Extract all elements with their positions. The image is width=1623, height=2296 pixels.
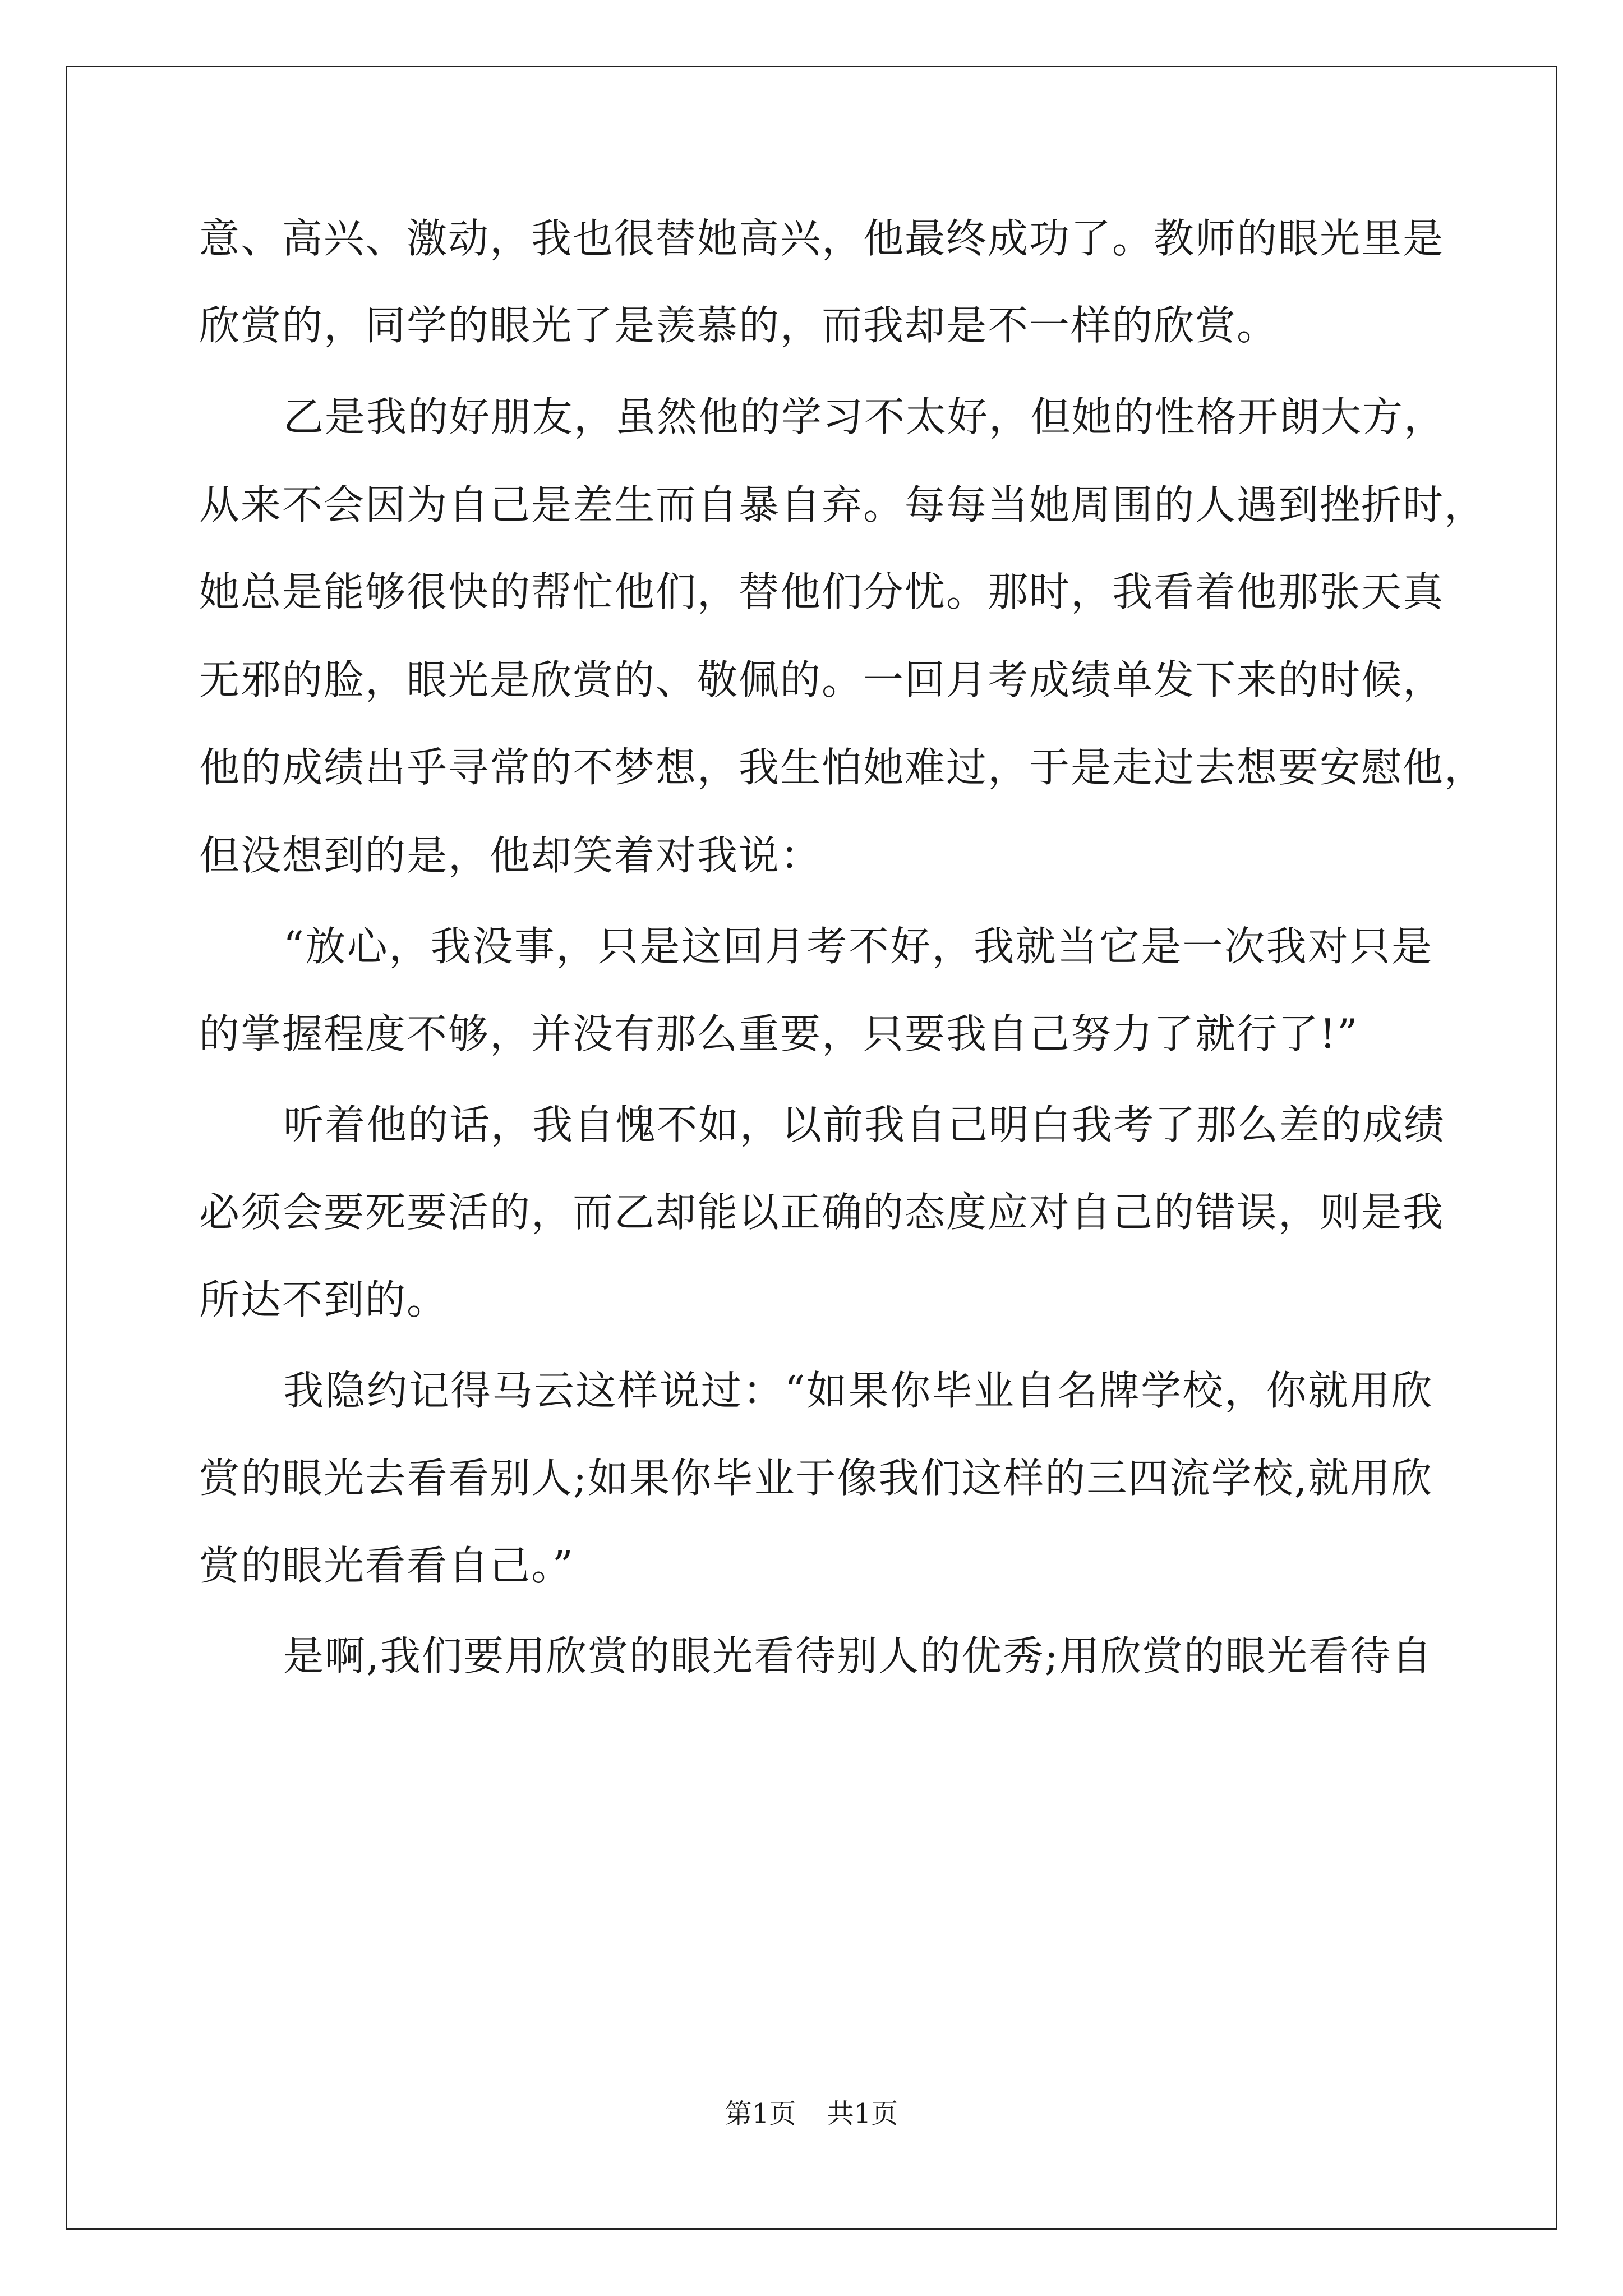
- page-footer: [0, 2097, 1623, 2131]
- page-total: 共1页: [827, 2098, 898, 2129]
- text-line: 乙是我的好朋友，虽然他的学习不太好，但她的性格开朗大方，: [283, 393, 1446, 440]
- text-line: 但没想到的是，他却笑着对我说：: [199, 832, 822, 879]
- text-line: 无邪的脸，眼光是欣赏的、敬佩的。一回月考成绩单发下来的时候，: [199, 656, 1445, 703]
- text-line: 她总是能够很快的帮忙他们，替他们分忧。那时，我看着他那张天真: [199, 568, 1445, 615]
- text-line: 必须会要死要活的，而乙却能以正确的态度应对自己的错误，则是我: [199, 1189, 1445, 1236]
- text-line: 赏的眼光看看自己。”: [199, 1542, 574, 1589]
- text-line: 欣赏的，同学的眼光了是羡慕的，而我却是不一样的欣赏。: [199, 302, 1279, 349]
- text-line: “放心，我没事，只是这回月考不好，我就当它是一次我对只是: [283, 923, 1433, 970]
- text-line: 他的成绩出乎寻常的不梦想，我生怕她难过，于是走过去想要安慰他，: [199, 744, 1486, 791]
- text-line: 的掌握程度不够，并没有那么重要，只要我自己努力了就行了!”: [199, 1010, 1359, 1057]
- text-line: 我隐约记得马云这样说过：“如果你毕业自名牌学校，你就用欣: [283, 1367, 1433, 1414]
- text-line: 所达不到的。: [199, 1276, 449, 1323]
- text-line: 意、高兴、激动，我也很替她高兴，他最终成功了。教师的眼光里是: [199, 215, 1445, 262]
- page-number: 第1页: [725, 2098, 796, 2129]
- text-line: 听着他的话，我自愧不如，以前我自己明白我考了那么差的成绩: [283, 1101, 1446, 1148]
- text-line: 从来不会因为自己是差生而自暴自弃。每每当她周围的人遇到挫折时，: [199, 481, 1486, 528]
- text-line: 赏的眼光去看看别人;如果你毕业于像我们这样的三四流学校,就用欣: [199, 1455, 1433, 1502]
- text-line: 是啊,我们要用欣赏的眼光看待别人的优秀;用欣赏的眼光看待自: [283, 1632, 1433, 1680]
